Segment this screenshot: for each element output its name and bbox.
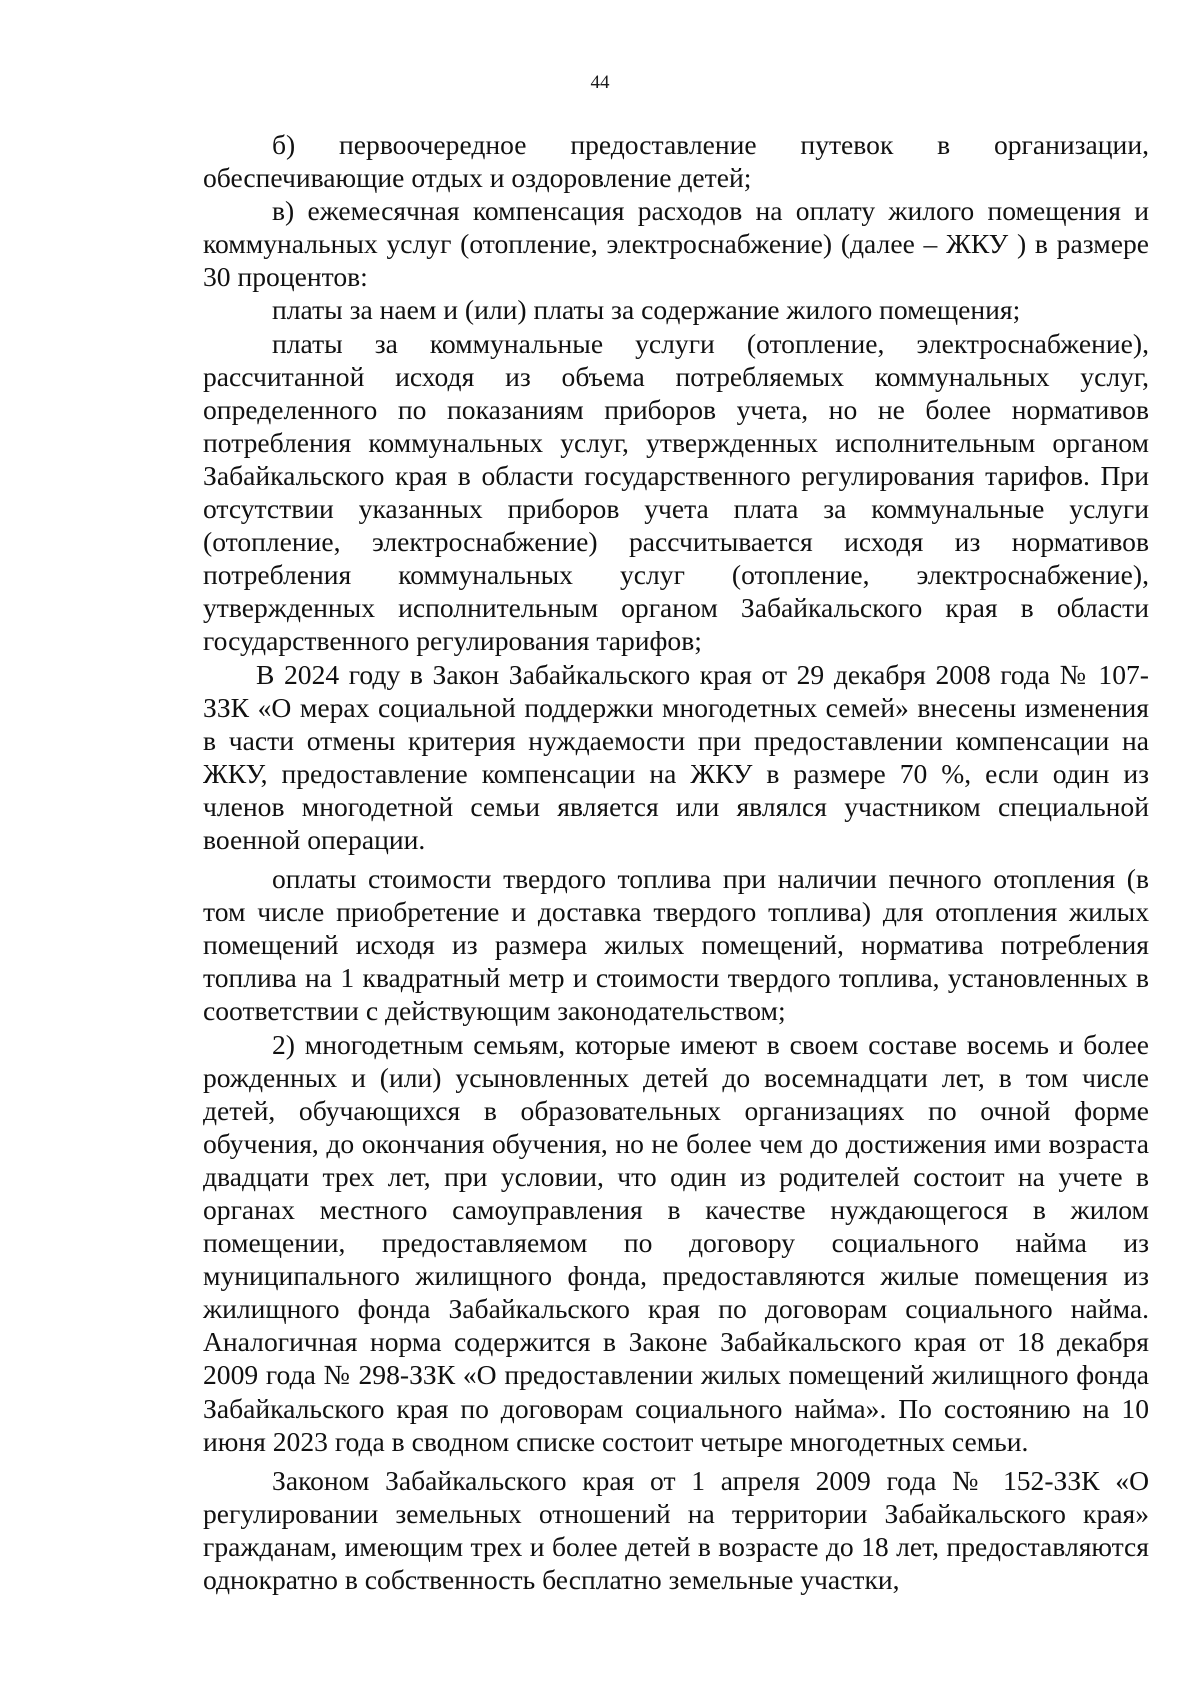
paragraph-rent-fee: платы за наем и (или) платы за содержание жилого помещения;	[272, 294, 1021, 326]
page-number: 44	[590, 72, 610, 93]
paragraph-solid-fuel: оплаты стоимости твердого топлива при наличии печного отопления (в том числе приобретение и доставка твердого топлива) для отопления жилых помещений исходя из размера жилых помещений, норматива потребления топлива на 1 квадратный метр и стоимости твердого топлива, установленных в соответствии с действующим законодательством;	[203, 863, 1149, 1027]
paragraph-utility-fee: платы за коммунальные услуги (отопление, электроснабжение), рассчитанной исходя из объема потребляемых коммунальных услуг, определенного по показаниям приборов учета, но не более нормативов потребления коммунальных услуг, утвержденных исполнительным органом Забайкальского края в области государственного регулирования тарифов. При отсутствии указанных приборов учета плата за коммунальные услуги (отопление, электроснабжение) рассчитывается исходя из нормативов потребления коммунальных услуг (отопление, электроснабжение), утвержденных исполнительным органом Забайкальского края в области государственного регулирования тарифов;	[203, 327, 1149, 657]
paragraph-land-law: Законом Забайкальского края от 1 апреля 2009 года № 152-ЗЗК «О регулировании земельных отношений на территории Забайкальского края» гражданам, имеющим трех и более детей в возрасте до 18 лет, предоставляются однократно в собственность бесплатно земельные участки,	[203, 1464, 1149, 1596]
paragraph-item-b: б) первоочередное предоставление путевок в организации, обеспечивающие отдых и оздоровление детей;	[203, 129, 1149, 194]
document-body	[203, 128, 1149, 1596]
paragraph-2024-law-amendment: В 2024 году в Закон Забайкальского края от 29 декабря 2008 года № 107- ЗЗК «О мерах социальной поддержки многодетных семей» внесены изменения в части отмены критерия нуждаемости при предоставлении компенсации на ЖКУ, предоставление компенсации на ЖКУ в размере 70 %, если один из членов многодетной семьи является или являлся участником специальной военной операции.	[203, 658, 1149, 855]
paragraph-item-2-housing: 2) многодетным семьям, которые имеют в своем составе восемь и более рожденных и (или) усыновленных детей до восемнадцати лет, в том числе детей, обучающихся в образовательных организациях по очной форме обучения, до окончания обучения, но не более чем до достижения ими возраста двадцати трех лет, при условии, что один из родителей состоит на учете в органах местного самоуправления в качестве нуждающегося в жилом помещении, предоставляемом по договору социального найма из муниципального жилищного фонда, предоставляются жилые помещения из жилищного фонда Забайкальского края по договорам социального найма. Аналогичная норма содержится в Законе Забайкальского края от 18 декабря 2009 года № 298-ЗЗК «О предоставлении жилых помещений жилищного фонда Забайкальского края по договорам социального найма». По состоянию на 10 июня 2023 года в сводном списке состоит четыре многодетных семьи.	[203, 1028, 1149, 1457]
paragraph-item-v: в) ежемесячная компенсация расходов на оплату жилого помещения и коммунальных услуг (отопление, электроснабжение) (далее – ЖКУ ) в размере 30 процентов:	[203, 195, 1149, 293]
